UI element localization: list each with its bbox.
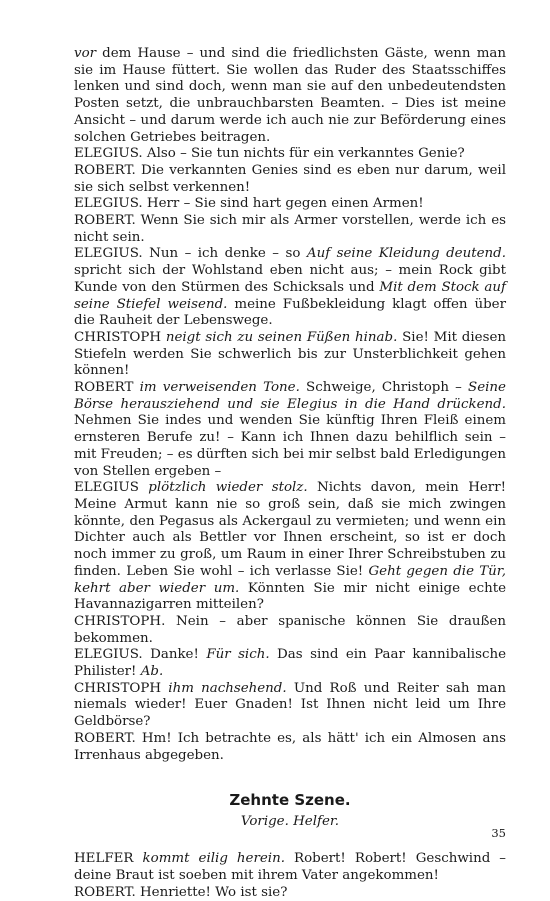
dialogue-paragraph [74, 614, 506, 647]
speech-text: CHRISTOPH [74, 680, 169, 696]
dialogue-paragraph [74, 885, 506, 901]
dialogue-paragraph [74, 246, 506, 330]
speech-text: Robert! Robert! Geschwind – deine Braut ist soeben mit ihrem Vater angekommen! [74, 851, 506, 883]
page-content [74, 46, 506, 901]
dialogue-paragraph [74, 46, 506, 146]
speech-text: Könnten Sie mir nicht einige echte Havannazigarren mitteilen? [74, 580, 506, 613]
stage-direction: Mit dem Stock auf seine Stiefel weisend. [74, 279, 506, 312]
speech-text: HELFER [74, 851, 143, 867]
speech-text: Nichts davon, mein Herr! Meine Armut kann nie so groß sein, daß sie mich zwingen könnte, den Pegasus als Ackergaul zu vermieten; und wenn ein Dichter auch als Bettler vor Ihnen erscheint, so ist er doch noch immer zu groß, um Raum in einer Ihrer Schreibstuben zu finden. Leben Sie wohl – ich verlasse Sie! [74, 480, 506, 579]
speech-text: CHRISTOPH [74, 329, 166, 345]
speech-text: Und Roß und Reiter sah man niemals wieder! Euer Gnaden! Ist Ihnen nicht leid um Ihre Geldbörse? [74, 680, 507, 730]
stage-direction: kommt eilig herein. [142, 851, 285, 867]
stage-direction: neigt sich zu seinen Füßen hinab. [165, 329, 398, 345]
stage-direction: plötzlich wieder stolz. [148, 480, 308, 496]
speech-text: dem Hause – und sind die friedlichsten Gäste, wenn man sie im Hause füttert. Sie wollen das Ruder des Staatsschiffes lenken und sind doch, wenn man sie auf den unbedeutendsten Posten setzt, die unbrauchbarsten Beamten. – Dies ist meine Ansicht – und darum werde ich auch nie zur Beförderung eines solchen Getriebes beitragen. [74, 46, 506, 145]
dialogue-paragraph [74, 213, 506, 246]
dialogue-paragraph [74, 196, 506, 213]
stage-direction: Ab. [140, 664, 164, 680]
dialogue-text [74, 46, 506, 764]
speech-text: ELEGIUS. Nun – ich denke – so [74, 246, 307, 262]
speech-text: ROBERT. Hm! Ich betrachte es, als hätt' ich ein Almosen ans Irrenhaus abgegeben. [74, 730, 506, 763]
dialogue-paragraph [74, 647, 506, 680]
dialogue-paragraph [74, 681, 506, 731]
stage-direction: Für sich. [206, 647, 270, 663]
stage-direction: vor [74, 46, 97, 61]
speech-text: meine Fußbekleidung klagt offen über die Rauheit der Lebenswege. [74, 296, 506, 329]
scene-heading: Zehnte Szene. [229, 791, 351, 810]
speech-text: Das sind ein Paar kannibalische Philister! [74, 647, 506, 680]
speech-text: Sie! Mit diesen Stiefeln werden Sie schwerlich bis zur Unsterblichkeit gehen können! [74, 329, 506, 379]
speech-text: ELEGIUS. Danke! [74, 647, 207, 663]
speech-text: ELEGIUS. Also – Sie tun nichts für ein verkanntes Genie? [74, 146, 465, 162]
stage-direction: ihm nachsehend. [168, 680, 287, 696]
speech-text: Schweige, Christoph – [299, 380, 469, 396]
dialogue-paragraph [74, 330, 506, 380]
stage-direction: Seine Börse herausziehend und sie Elegius in die Hand drückend. [74, 380, 506, 412]
speech-text: ROBERT [74, 380, 140, 396]
speech-text: ELEGIUS. Herr – Sie sind hart gegen einen Armen! [74, 196, 424, 212]
speech-text: CHRISTOPH. Nein – aber spanische können Sie draußen bekommen. [74, 613, 506, 646]
scene-dialogue-text [74, 851, 506, 901]
dialogue-paragraph [74, 146, 506, 163]
stage-direction: Geht gegen die Tür, kehrt aber wieder um. [74, 563, 506, 596]
scene-characters: Vorige. Helfer. [240, 814, 340, 830]
dialogue-paragraph [74, 163, 506, 196]
stage-direction: im verweisenden Tone. [139, 380, 300, 396]
speech-text: ROBERT. Henriette! Wo ist sie? [74, 884, 288, 900]
speech-text: ELEGIUS [74, 480, 149, 496]
speech-text: ROBERT. Wenn Sie sich mir als Armer vorstellen, werde ich es nicht sein. [74, 213, 506, 245]
speech-text: ROBERT. Die verkannten Genies sind es eben nur darum, weil sie sich selbst verkennen! [74, 162, 506, 195]
dialogue-paragraph [74, 480, 506, 614]
speech-text: Nehmen Sie indes und wenden Sie künftig Ihren Fleiß einem ernsteren Berufe zu! – Kann ich Ihnen dazu behilflich sein – mit Freuden; – es dürften sich bei mir selbst bald Erledigungen von Stellen ergeben – [74, 413, 506, 479]
stage-direction: Auf seine Kleidung deutend. [306, 246, 506, 262]
dialogue-paragraph [74, 380, 506, 480]
speech-text: spricht sich der Wohlstand eben nicht aus; – mein Rock gibt Kunde von den Stürmen des Schicksals und [74, 263, 506, 295]
page-number: 35 [491, 826, 506, 840]
dialogue-paragraph [74, 731, 506, 764]
